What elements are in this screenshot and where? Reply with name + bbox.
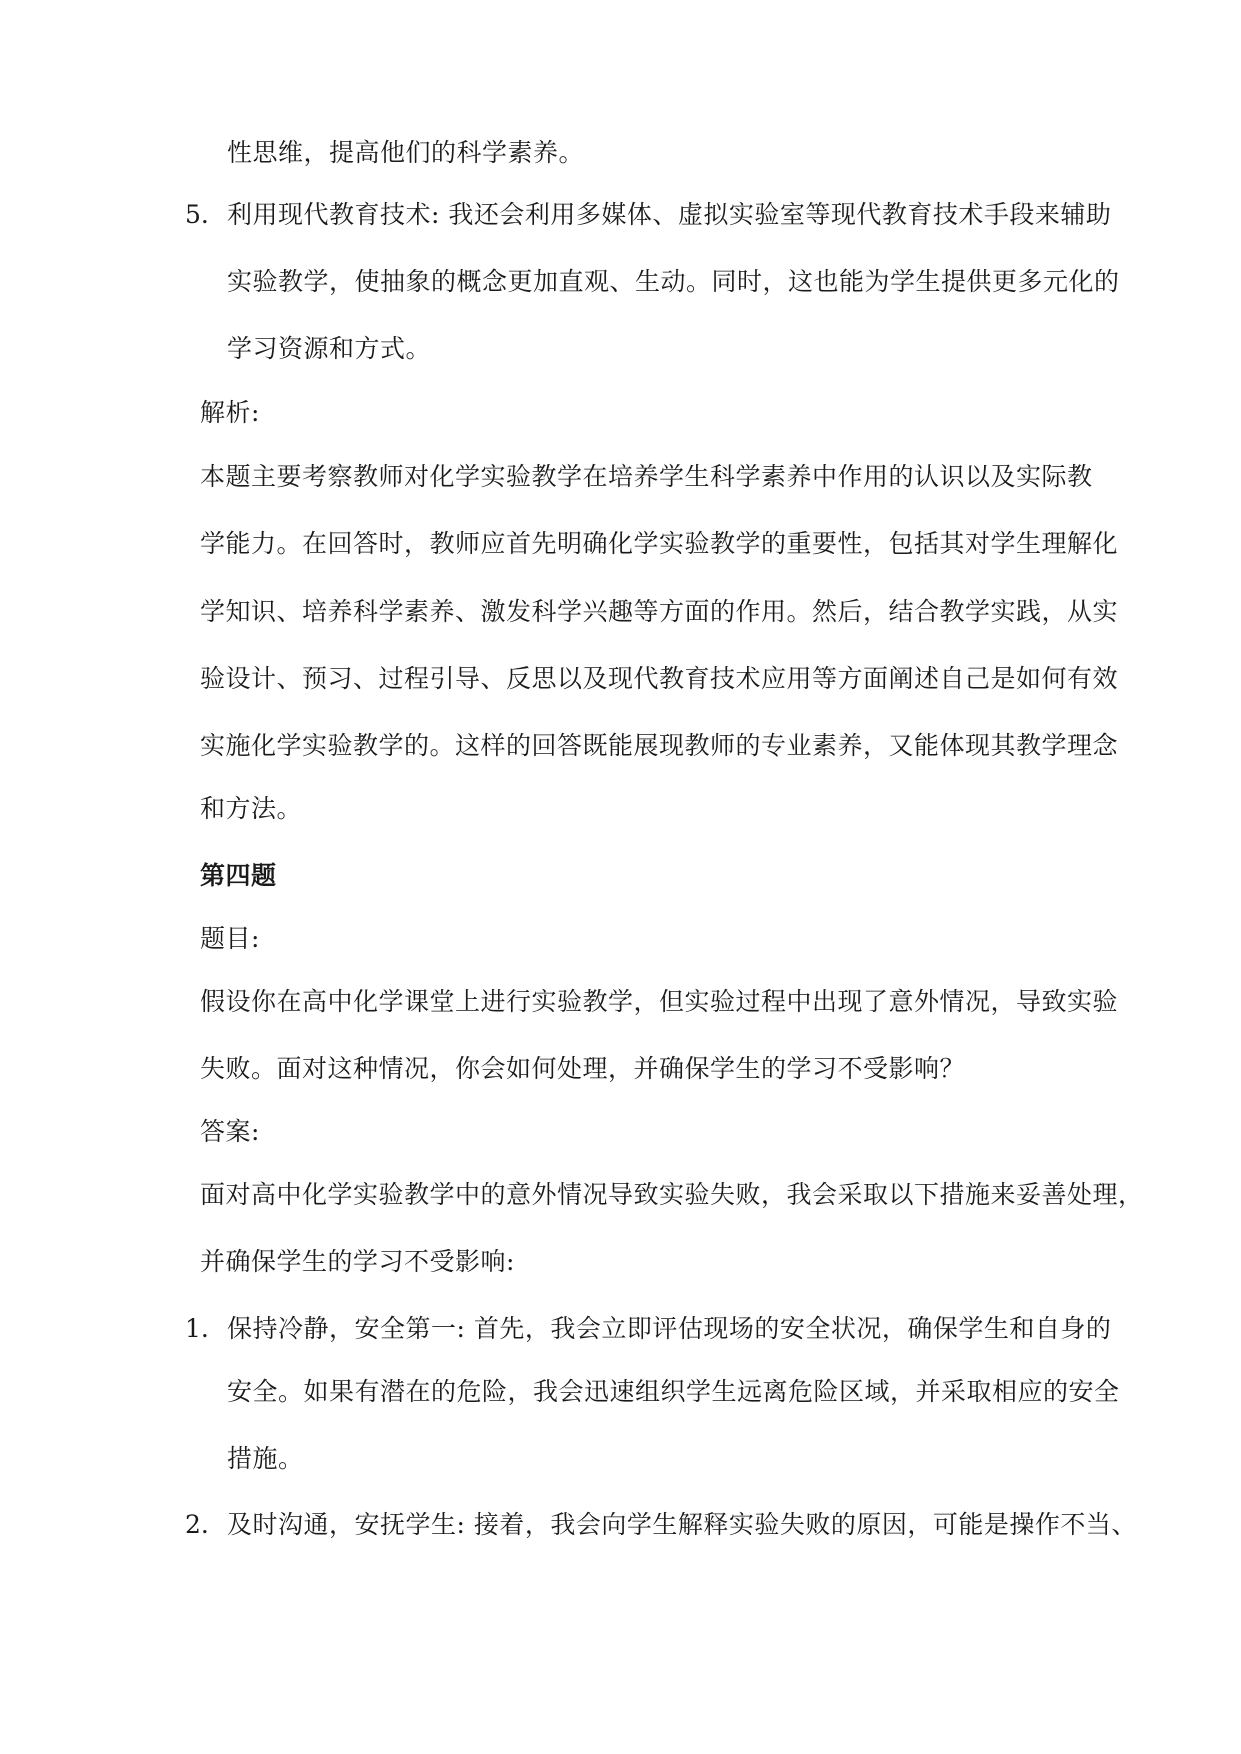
analysis-line: 本题主要考察教师对化学实验教学在培养学生科学素养中作用的认识以及实际教: [200, 462, 1093, 491]
list-item-number: 1.: [185, 1314, 209, 1343]
analysis-line: 学知识、培养科学素养、激发科学兴趣等方面的作用。然后，结合教学实践，从实: [200, 597, 1119, 626]
list-item-line: 学习资源和方式。: [227, 334, 432, 363]
topic-label: 题目:: [200, 924, 260, 953]
analysis-line: 学能力。在回答时，教师应首先明确化学实验教学的重要性，包括其对学生理解化: [200, 529, 1119, 558]
paragraph-line: 性思维，提高他们的科学素养。: [227, 138, 585, 167]
analysis-line: 实施化学实验教学的。这样的回答既能展现教师的专业素养，又能体现其教学理念: [200, 731, 1119, 760]
analysis-label: 解析:: [200, 398, 260, 427]
list-item-line: 安全。如果有潜在的危险，我会迅速组织学生远离危险区域，并采取相应的安全: [227, 1377, 1120, 1406]
list-item-number: 5.: [185, 200, 209, 229]
list-item-number: 2.: [185, 1510, 209, 1539]
list-item-line: 保持冷静，安全第一: 首先，我会立即评估现场的安全状况，确保学生和自身的: [227, 1314, 1112, 1343]
list-item-line: 实验教学，使抽象的概念更加直观、生动。同时，这也能为学生提供更多元化的: [227, 267, 1120, 296]
answer-line: 并确保学生的学习不受影响:: [200, 1247, 515, 1276]
answer-label: 答案:: [200, 1117, 260, 1146]
topic-line: 假设你在高中化学课堂上进行实验教学，但实验过程中出现了意外情况，导致实验: [200, 987, 1119, 1016]
list-item-line: 利用现代教育技术: 我还会利用多媒体、虚拟实验室等现代教育技术手段来辅助: [227, 200, 1112, 229]
list-item-line: 及时沟通，安抚学生: 接着，我会向学生解释实验失败的原因，可能是操作不当、: [227, 1510, 1137, 1539]
topic-line: 失败。面对这种情况，你会如何处理，并确保学生的学习不受影响？: [200, 1054, 966, 1083]
answer-line: 面对高中化学实验教学中的意外情况导致实验失败，我会采取以下措施来妥善处理，: [200, 1180, 1144, 1209]
analysis-line: 验设计、预习、过程引导、反思以及现代教育技术应用等方面阐述自己是如何有效: [200, 664, 1119, 693]
analysis-line: 和方法。: [200, 794, 303, 823]
list-item-line: 措施。: [227, 1444, 304, 1473]
section-heading: 第四题: [200, 861, 277, 890]
